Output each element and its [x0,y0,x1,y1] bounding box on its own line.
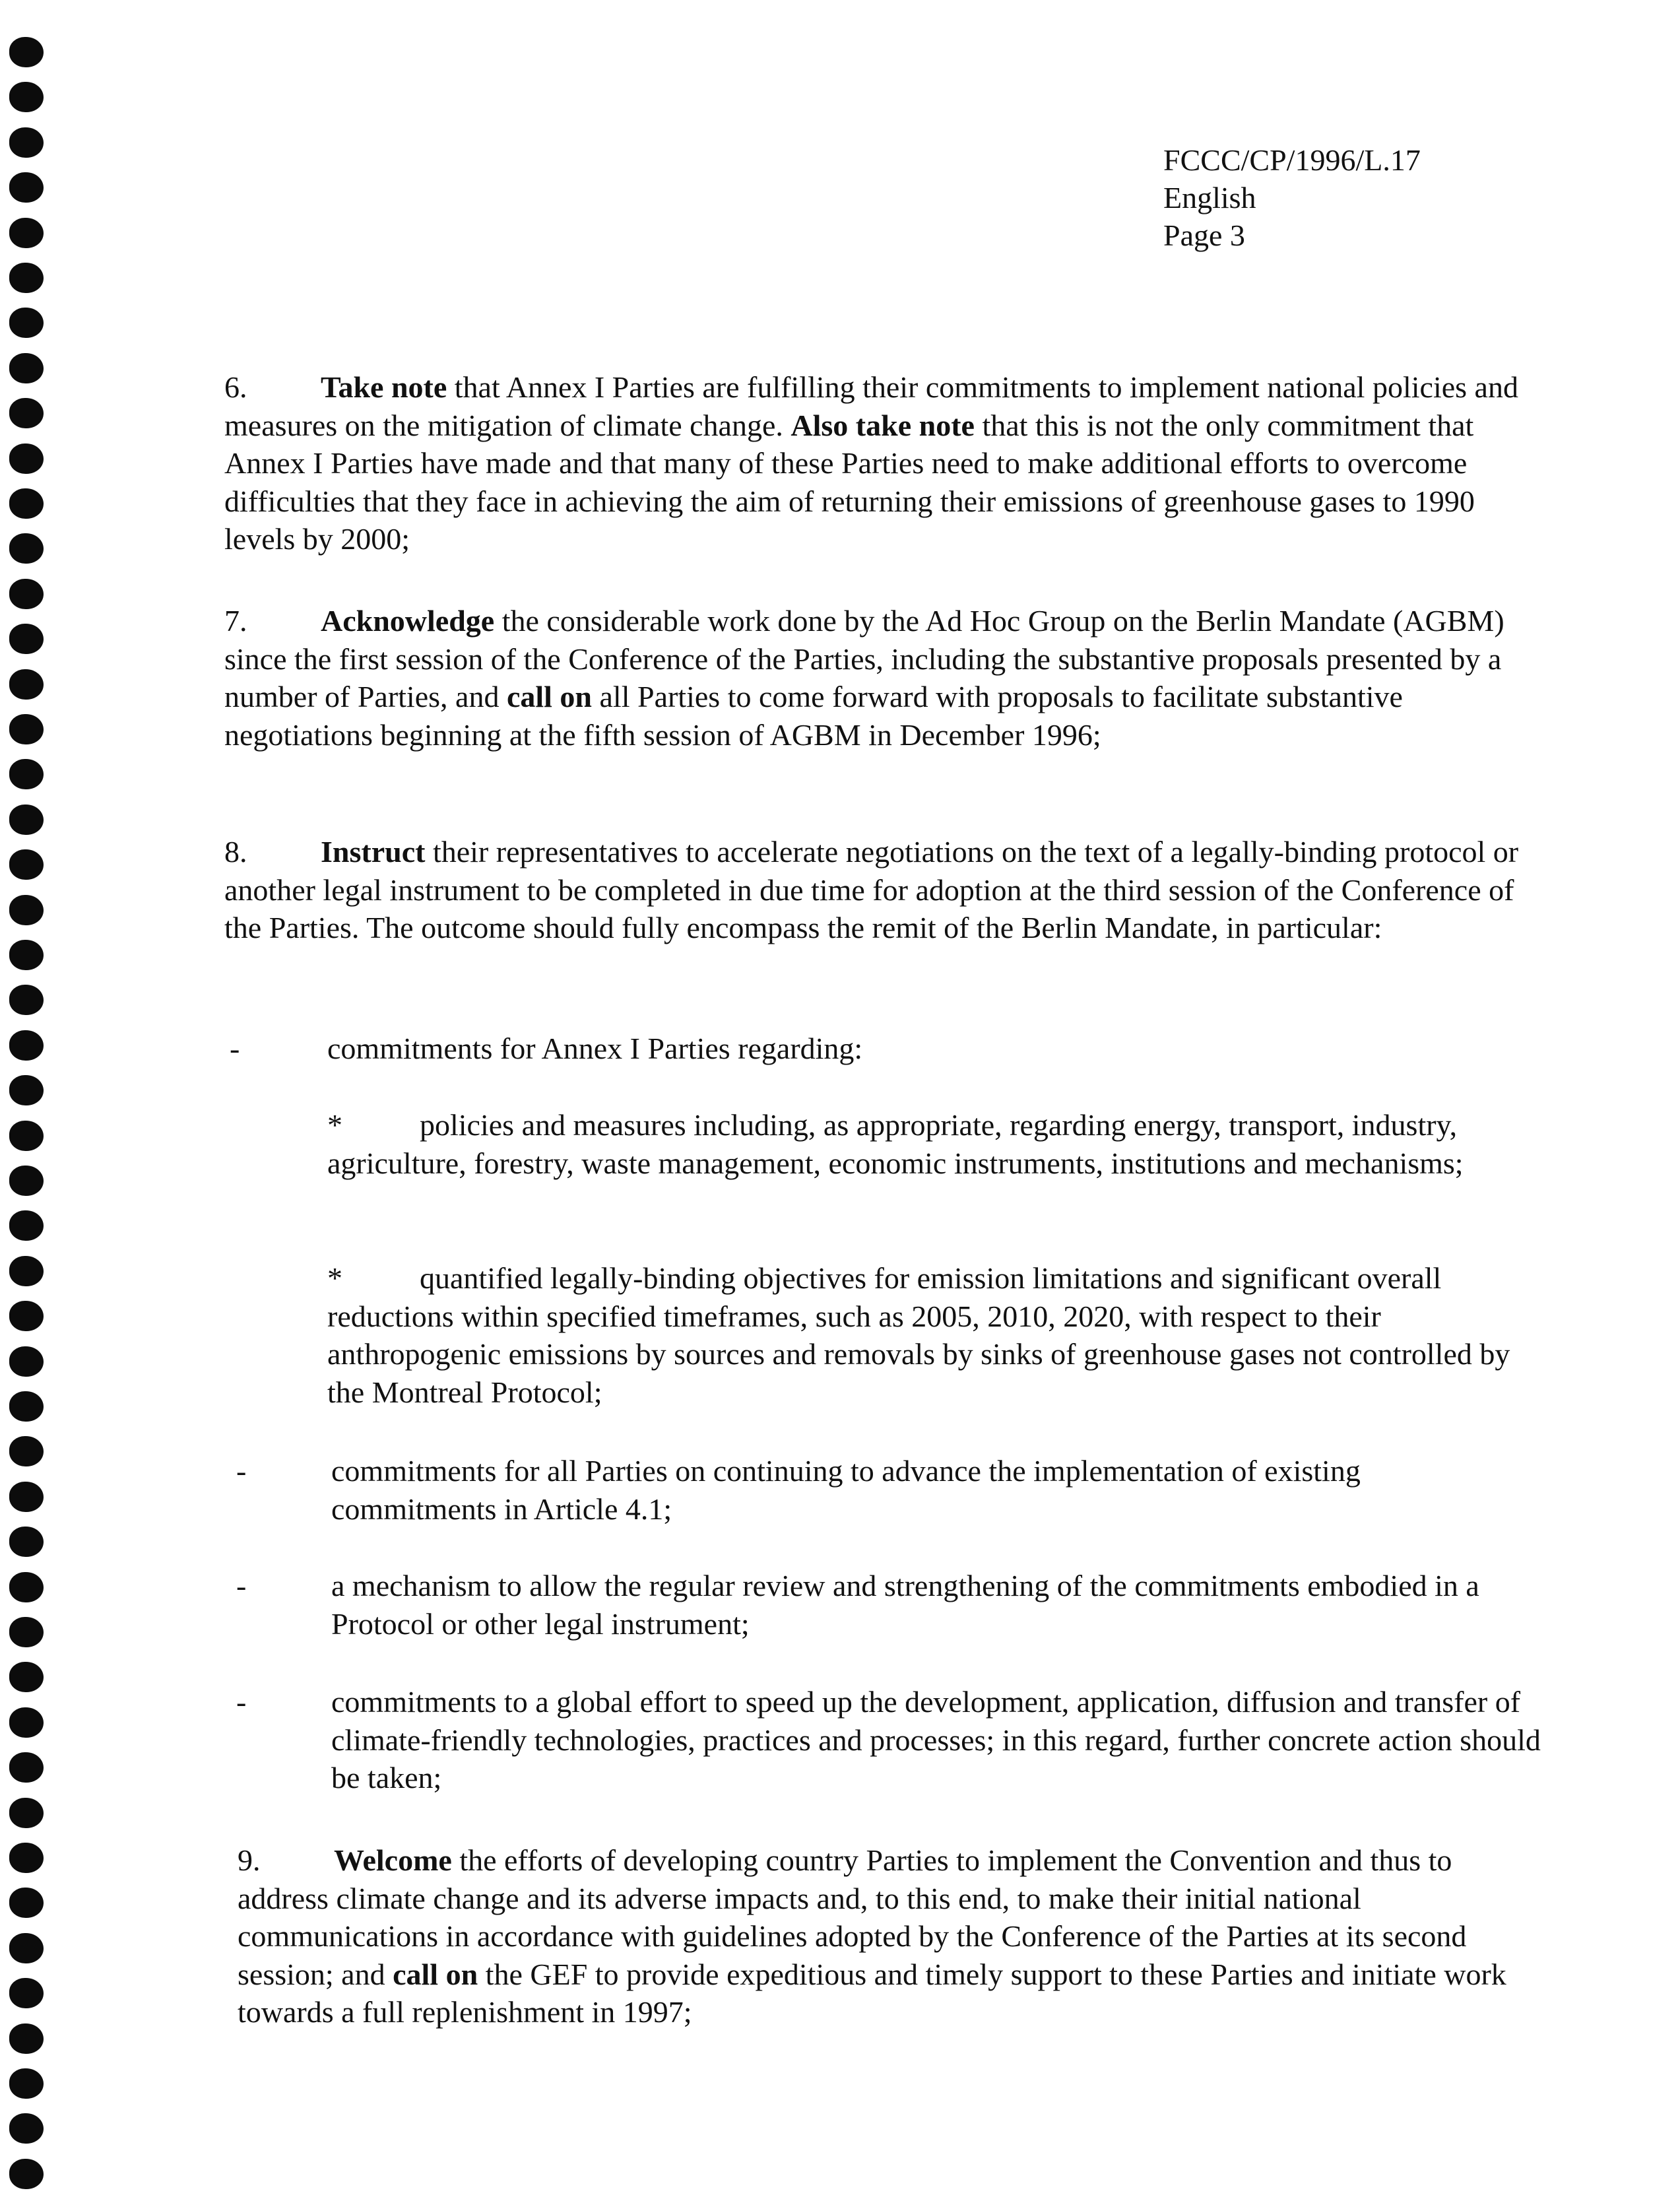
paragraph-9 [238,1841,1531,2031]
binder-hole [9,1346,44,1377]
sub-item-text: policies and measures including, as appropriate, regarding energy, transport, industry, agriculture, forestry, waste management, economic instruments, institutions and mechanisms; [327,1108,1464,1180]
binder-hole [9,2113,44,2144]
list-item: commitments to a global effort to speed up the development, application, diffusion and transfer of climate-friendly technologies, practices and processes; in this regard, further concrete action should be taken; [331,1685,1541,1794]
binder-hole [9,624,44,654]
paragraph-6 [224,368,1531,558]
binder-hole [9,1121,44,1151]
list-item: a mechanism to allow the regular review and strengthening of the commitments embodied in a Protocol or other legal instrument; [331,1569,1479,1641]
binder-hole [9,985,44,1015]
paragraph-8 [224,833,1531,947]
bold-phrase: Instruct [321,835,426,869]
binder-hole [9,1482,44,1512]
paragraph-text: the GEF to provide expeditious and timely support to these Parties and initiate work towards a full replenishment in 1997; [238,1957,1506,2029]
binder-hole [9,127,44,158]
binder-holes [9,37,48,2188]
list-item: commitments for Annex I Parties regarding: [327,1032,863,1065]
binder-hole [9,940,44,970]
binder-hole [9,1572,44,1602]
binder-hole [9,1436,44,1466]
binder-hole [9,2159,44,2189]
sub-list-item [327,1106,1515,1182]
binder-hole [9,82,44,112]
binder-hole [9,579,44,609]
paragraph-text: that this is not the only commitment that Annex I Parties have made and that many of these Parties need to make additional efforts to overcome difficulties that they face in achieving the aim of returning their emissions of greenhouse gases to 1990 levels by 2000; [224,408,1475,556]
paragraph-number: 9. [238,1843,261,1877]
binder-hole [9,2068,44,2099]
binder-hole [9,444,44,474]
bold-phrase: call on [393,1957,478,1991]
list-bullet-star: * [327,1108,342,1142]
paragraph-text: their representatives to accelerate negotiations on the text of a legally-binding protocol or another legal instrument to be completed in due time for adoption at the third session of the Conference of the Parties. The outcome should fully encompass the remit of the Berlin Mandate, in particular: [224,835,1519,944]
document-symbol: FCCC/CP/1996/L.17 [1163,143,1421,177]
list-bullet-star: * [327,1261,342,1295]
binder-hole [9,1210,44,1241]
binder-hole [9,398,44,428]
binder-hole [9,218,44,248]
binder-hole [9,533,44,564]
paragraph-text: the considerable work done by the Ad Hoc Group on the Berlin Mandate (AGBM) since the first session of the Conference of the Parties, including the substantive proposals presented by a number of Parties, and [224,604,1504,713]
binder-hole [9,1707,44,1738]
binder-hole [9,1752,44,1783]
bold-phrase: Take note [321,370,447,404]
binder-hole [9,1075,44,1105]
binder-hole [9,895,44,925]
binder-hole [9,37,44,67]
binder-hole [9,1843,44,1873]
document-language: English [1163,181,1256,214]
binder-hole [9,353,44,383]
paragraph-text: all Parties to come forward with proposals to facilitate substantive negotiations beginning at the fifth session of AGBM in December 1996; [224,680,1403,752]
binder-hole [9,1617,44,1647]
list-dash: - [236,1569,247,1602]
sub-item-text: quantified legally-binding objectives for emission limitations and significant overall reductions within specified timeframes, such as 2005, 2010, 2020, with respect to their anthropogenic emissions by sources and removals by sinks of greenhouse gases not controlled by the Montreal Protocol; [327,1261,1510,1409]
binder-hole [9,1662,44,1692]
list-dash: - [230,1032,240,1065]
binder-hole [9,1030,44,1061]
list-dash: - [236,1685,247,1719]
page-number: Page 3 [1163,218,1245,252]
binder-hole [9,1933,44,1963]
paragraph-7 [224,602,1531,754]
bold-phrase: call on [506,680,593,713]
binder-hole [9,488,44,519]
binder-hole [9,1527,44,1557]
binder-hole [9,1166,44,1196]
paragraph-text: the efforts of developing country Parties to implement the Convention and thus to address climate change and its adverse impacts and, to this end, to make their initial national communications in accordance with guidelines adopted by the Conference of the Parties at its second session; and [238,1843,1467,1991]
paragraph-text: that Annex I Parties are fulfilling their commitments to implement national policies and measures on the mitigation of climate change. [224,370,1518,442]
bold-phrase: Welcome [334,1843,452,1877]
bold-phrase: Also take note [791,408,975,442]
list-dash: - [236,1454,247,1488]
binder-hole [9,805,44,835]
binder-hole [9,849,44,880]
binder-hole [9,714,44,744]
bold-phrase: Acknowledge [321,604,495,638]
binder-hole [9,669,44,700]
paragraph-number: 6. [224,370,247,404]
sub-list-item [327,1259,1541,1411]
binder-hole [9,172,44,203]
binder-hole [9,1888,44,1918]
binder-hole [9,1798,44,1828]
binder-hole [9,1978,44,2008]
binder-hole [9,1301,44,1331]
binder-hole [9,1256,44,1286]
list-item: commitments for all Parties on continuing to advance the implementation of existing commitments in Article 4.1; [331,1454,1361,1526]
binder-hole [9,1391,44,1422]
binder-hole [9,759,44,789]
binder-hole [9,2023,44,2054]
binder-hole [9,263,44,293]
document-header [1163,141,1421,254]
binder-hole [9,308,44,338]
paragraph-number: 8. [224,835,247,869]
paragraph-number: 7. [224,604,247,638]
